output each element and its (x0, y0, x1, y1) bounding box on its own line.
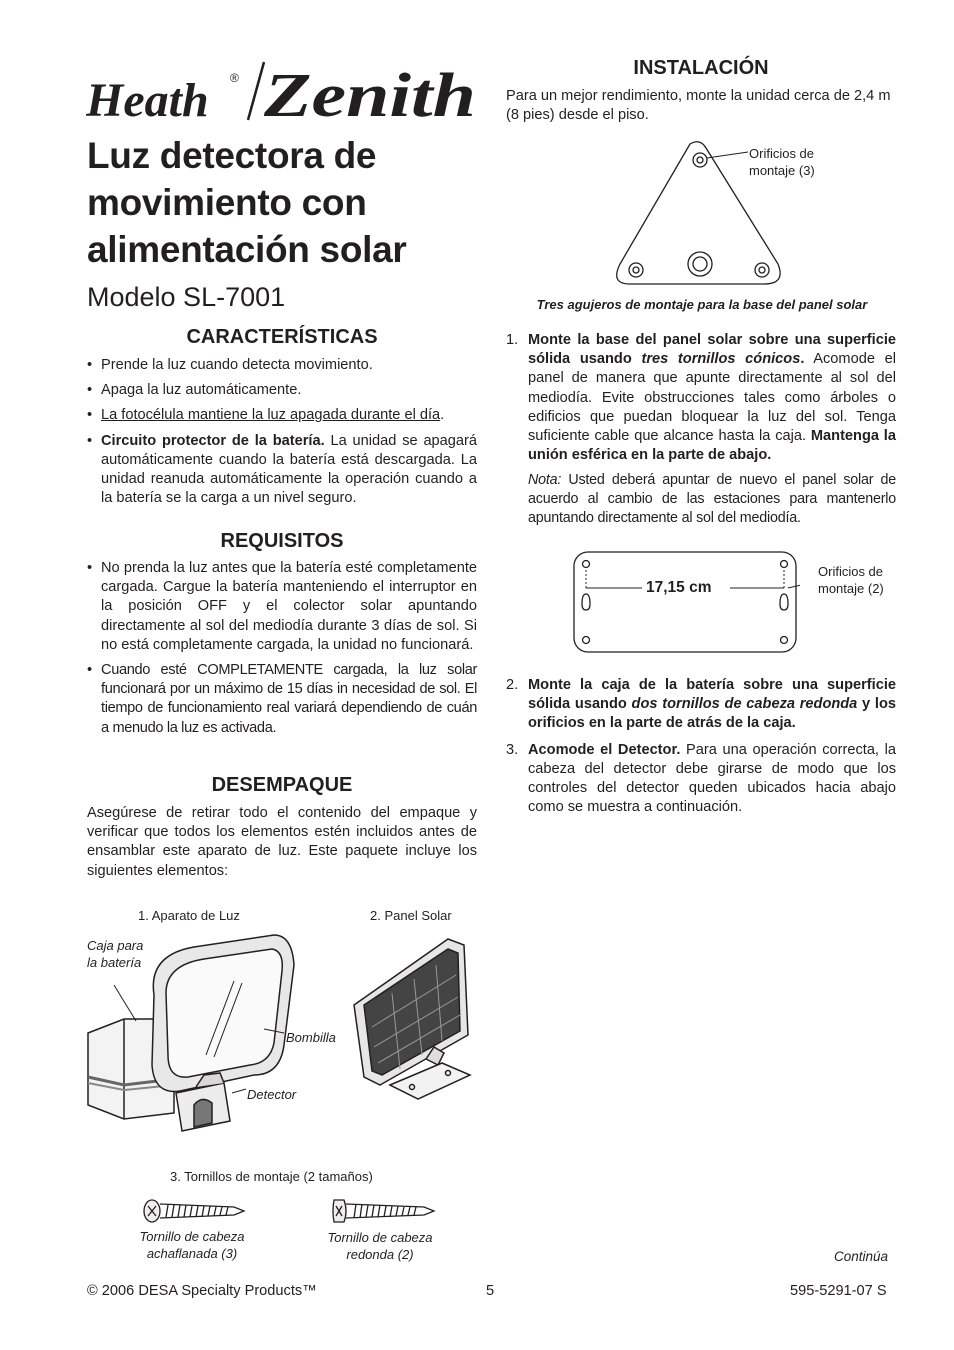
step1-bold-text: Monte la base del panel solar sobre una superficie sólida usando (528, 332, 896, 368)
feature-photocell-text: La fotocélula mantiene la luz apagada durante el día (101, 407, 441, 424)
logo-zenith-text: Zenith (262, 62, 476, 122)
step-1 (506, 331, 896, 465)
fig1-caption: Tres agujeros de montaje para la base del panel solar (536, 297, 868, 312)
feature-item (87, 432, 477, 509)
logo-slash (248, 62, 264, 120)
installation-intro: Para un mejor rendimiento, monte la unidad cerca de 2,4 m (8 pies) desde el piso. (506, 88, 891, 124)
logo-heath-text: Heath (86, 74, 209, 122)
installation-heading: INSTALACIÓN (633, 57, 769, 79)
step-number: 3. (506, 741, 519, 758)
requirements-list (87, 559, 477, 744)
step1-bold-period: . (800, 351, 805, 368)
model-number: Modelo SL-7001 (87, 282, 286, 312)
part-light-title: 1. Aparato de Luz (138, 908, 240, 923)
flat-head-screw-label: Tornillo de cabeza achaflanada (3) (139, 1229, 245, 1261)
installation-note (528, 471, 896, 529)
detector-label: Detector (247, 1087, 297, 1102)
features-list (87, 356, 477, 514)
step1-text: Acomode el panel de manera que apunte directamente al sol del mediodía. Evite obstrucciones tales como árboles o edificios que puedan bloquear la luz del sol. Tenga suficiente cable que alcance hasta la caja. (528, 351, 896, 445)
unpacking-heading: DESEMPAQUE (211, 774, 353, 796)
step2-bold-end: y los orificios en la parte de atrás de la caja. (528, 696, 896, 732)
footer-doc-code: 595-5291-07 S (790, 1283, 887, 1299)
step-2 (506, 676, 896, 734)
fig2-mounting-holes-label: Orificios de montaje (2) (818, 564, 884, 596)
note-label: Nota: (528, 472, 562, 488)
step-number: 2. (506, 677, 519, 693)
battery-box-label: Caja para la batería (87, 938, 144, 970)
requirements-heading: REQUISITOS (220, 530, 344, 552)
logo-registered-mark: ® (230, 71, 239, 85)
feature-item: • Prende la luz cuando detecta movimiento. (87, 356, 477, 375)
round-head-screw-label: Tornillo de cabeza redonda (2) (327, 1230, 433, 1262)
installation-steps-2 (506, 676, 896, 824)
screws-title: 3. Tornillos de montaje (2 tamaños) (170, 1169, 373, 1184)
footer-page-number: 5 (486, 1283, 495, 1299)
step2-bold-text: Monte la caja de la batería sobre una superficie sólida usando (528, 677, 896, 713)
features-heading: CARACTERÍSTICAS (186, 326, 378, 348)
step3-text: Para una operación correcta, la cabeza del detector debe girarse de modo que los controles del detector queden ubicados hacia abajo como se muestra a continuación. (528, 741, 896, 816)
feature-item: • La fotocélula mantiene la luz apagada durante el día. (87, 406, 477, 425)
requirement-item: • Cuando esté COMPLETAMENTE cargada, la luz solar funcionará por un máximo de 15 días in necesidad de sol. El tiempo de funcionamiento real variará dependiendo de cuán a menudo la luz es activada. (87, 661, 477, 738)
unpacking-text: Asegúrese de retirar todo el contenido del empaque y verificar que todos los elementos estén incluidos antes de ensamblar este aparato de luz. Este paquete incluye los siguientes elementos: (87, 805, 477, 879)
flat-head-screw-icon (140, 1196, 250, 1226)
note-text: Usted deberá apuntar de nuevo el panel solar de acuerdo al cambio de las estaciones para mantenerlo apuntando directamente al sol del mediodía. (528, 472, 896, 527)
step3-bold-text: Acomode el Detector. (528, 741, 681, 758)
requirement-item: • No prenda la luz antes que la batería esté completamente cargada. Cargue la batería manteniendo el interruptor en la posición OFF y el colector solar apuntando directamente al sol del mediodía durante 3 días de sol. Si no está completamente cargada, la unidad no funcionará. (87, 559, 477, 655)
step-number: 1. (506, 332, 519, 348)
bulb-label: Bombilla (286, 1030, 336, 1045)
continues-note: Continúa (834, 1249, 889, 1264)
feature-battery-title: Circuito protector de la batería. (101, 432, 325, 449)
page-title: Luz detectora de movimiento con alimentación solar (87, 135, 407, 270)
light-fixture-illustration (84, 925, 484, 1155)
part-panel-title: 2. Panel Solar (370, 908, 452, 923)
installation-steps-1 (506, 331, 896, 472)
footer-copyright: © 2006 DESA Specialty Products™ (87, 1283, 317, 1299)
fig1-mounting-holes-label: Orificios de montaje (3) (749, 146, 815, 178)
round-head-screw-icon (330, 1196, 440, 1226)
heath-zenith-logo (86, 58, 478, 122)
step-3 (506, 741, 896, 818)
fig2-dimension-label: 17,15 cm (646, 579, 712, 596)
step1-bold-end: Mantenga la unión esférica en la parte de abajo. (528, 428, 896, 464)
feature-battery-text: La unidad se apagará automáticamente cuando la batería está descargada. La unidad reanuda automáticamente la operación cuando a la batería se la carga a un nivel seguro. (101, 432, 477, 507)
step2-bold-italic-text: dos tornillos de cabeza redonda (631, 696, 858, 713)
battery-box-back-diagram (570, 548, 800, 658)
feature-item: • Apaga la luz automáticamente. (87, 381, 477, 400)
step1-bold-italic-text: tres tornillos cónicos (641, 351, 801, 368)
